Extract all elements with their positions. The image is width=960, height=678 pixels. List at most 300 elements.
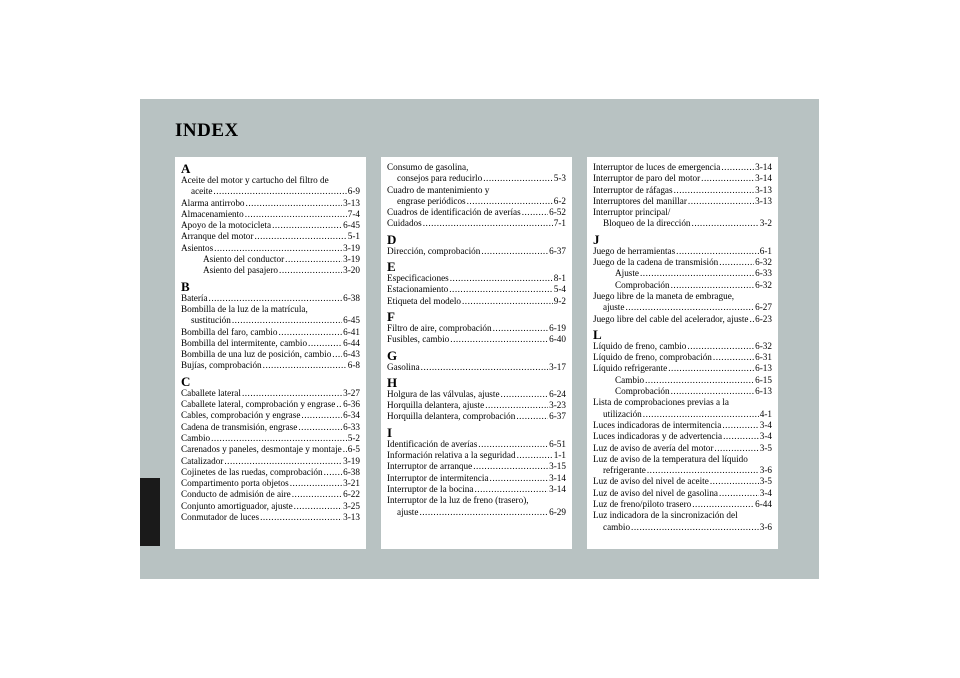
entry-text: Carenados y paneles, desmontaje y montaje <box>181 444 342 455</box>
entry-text: Interruptores del manillar <box>593 195 687 206</box>
entry-text: Ajuste <box>615 268 639 279</box>
entry-text: Alarma antirrobo <box>181 197 245 208</box>
index-entry <box>387 362 566 373</box>
entry-page-number: 3-19 <box>343 254 360 265</box>
entry-text: Cuidados <box>387 218 422 229</box>
dot-leader <box>308 338 342 349</box>
index-entry <box>593 268 772 279</box>
dot-leader <box>701 173 754 184</box>
entry-text: Líquido de freno, comprobación <box>593 352 712 363</box>
index-entry <box>593 280 772 291</box>
entry-text: Etiqueta del modelo <box>387 295 461 306</box>
index-entry <box>387 484 566 495</box>
entry-text: Bloqueo de la dirección <box>603 218 691 229</box>
dot-leader <box>710 476 759 487</box>
entry-text: sustitución <box>191 315 231 326</box>
index-entry <box>181 388 360 399</box>
section-letter: E <box>387 259 396 275</box>
index-entry <box>593 363 772 374</box>
entry-page-number: 6-44 <box>755 499 772 510</box>
dot-leader <box>640 268 754 279</box>
dot-leader <box>522 207 548 218</box>
index-entry <box>593 341 772 352</box>
dot-leader <box>294 501 343 512</box>
index-entry <box>387 284 566 295</box>
index-entry-heading: Aceite del motor y cartucho del filtro de <box>181 175 329 185</box>
index-entry <box>593 246 772 257</box>
index-entry <box>593 499 772 510</box>
entry-page-number: 3-14 <box>549 472 566 483</box>
entry-page-number: 6-45 <box>343 220 360 231</box>
dot-leader <box>462 296 553 307</box>
index-entry <box>593 420 772 431</box>
entry-text: aceite <box>191 186 213 197</box>
dot-leader <box>645 375 754 386</box>
section-letter: G <box>387 347 398 363</box>
dot-leader <box>647 465 759 476</box>
entry-page-number: 3-14 <box>549 483 566 494</box>
entry-page-number: 3-20 <box>343 265 360 276</box>
entry-page-number: 5-3 <box>553 173 566 184</box>
entry-page-number: 5-2 <box>347 432 360 443</box>
entry-text: refrigerante <box>603 465 646 476</box>
entry-page-number: 6-1 <box>759 245 772 256</box>
dot-leader <box>292 489 342 500</box>
entry-text: Líquido de freno, cambio <box>593 340 687 351</box>
index-entry <box>593 302 772 313</box>
index-entry <box>181 254 360 265</box>
entry-page-number: 6-8 <box>347 360 360 371</box>
entry-text: Bombilla del faro, cambio <box>181 326 278 337</box>
index-entry <box>593 218 772 229</box>
entry-text: Estacionamiento <box>387 284 449 295</box>
entry-text: Cojinetes de las ruedas, comprobación <box>181 466 323 477</box>
index-entry <box>181 231 360 242</box>
section-letter: C <box>181 373 191 389</box>
entry-page-number: 6-13 <box>755 386 772 397</box>
dot-leader <box>450 273 553 284</box>
entry-page-number: 1-1 <box>553 450 566 461</box>
entry-page-number: 5-1 <box>347 231 360 242</box>
entry-page-number: 6-2 <box>553 195 566 206</box>
entry-text: Interruptor de ráfagas <box>593 184 673 195</box>
index-entry <box>593 522 772 533</box>
entry-text: ajuste <box>603 302 625 313</box>
entry-text: Bombilla de una luz de posición, cambio <box>181 349 332 360</box>
index-entry-heading: Luz indicadora de la sincronización del <box>593 510 738 521</box>
dot-leader <box>290 478 342 489</box>
dot-leader <box>714 443 758 454</box>
entry-page-number: 3-21 <box>343 478 360 489</box>
dot-leader <box>721 162 754 173</box>
entry-page-number: 3-6 <box>759 521 772 532</box>
index-entry <box>181 501 360 512</box>
index-entry <box>387 389 566 400</box>
entry-page-number: 6-24 <box>549 388 566 399</box>
index-entry <box>593 185 772 196</box>
dot-leader <box>713 352 754 363</box>
dot-leader <box>501 389 549 400</box>
entry-page-number: 7-1 <box>553 218 566 229</box>
dot-leader <box>493 323 549 334</box>
entry-page-number: 6-9 <box>347 186 360 197</box>
entry-page-number: 6-32 <box>755 340 772 351</box>
entry-page-number: 6-40 <box>549 334 566 345</box>
dot-leader <box>483 173 553 184</box>
entry-page-number: 6-22 <box>343 489 360 500</box>
index-entry <box>593 409 772 420</box>
index-entry <box>593 173 772 184</box>
entry-text: Horquilla delantera, comprobación <box>387 411 516 422</box>
index-entry <box>181 433 360 444</box>
entry-text: Luces indicadoras de intermitencia <box>593 419 722 430</box>
dot-leader <box>224 456 342 467</box>
index-entry <box>181 293 360 304</box>
index-entry-heading: Juego libre de la maneta de embrague, <box>593 290 735 301</box>
dot-leader <box>214 243 342 254</box>
dot-leader <box>450 334 548 345</box>
entry-page-number: 6-37 <box>549 245 566 256</box>
dot-leader <box>478 439 548 450</box>
index-entry <box>181 209 360 220</box>
dot-leader <box>671 386 755 397</box>
index-entry <box>387 246 566 257</box>
dot-leader <box>481 246 548 257</box>
entry-page-number: 6-45 <box>343 315 360 326</box>
entry-page-number: 6-34 <box>343 410 360 421</box>
entry-text: Fusibles, cambio <box>387 334 450 345</box>
entry-text: Horquilla delantera, ajuste <box>387 400 485 411</box>
dot-leader <box>719 488 759 499</box>
dot-leader <box>473 461 548 472</box>
dot-leader <box>213 186 346 197</box>
entry-text: Líquido refrigerante <box>593 363 668 374</box>
entry-page-number: 3-13 <box>755 184 772 195</box>
entry-page-number: 6-38 <box>343 292 360 303</box>
entry-page-number: 3-27 <box>343 387 360 398</box>
entry-page-number: 4-1 <box>759 408 772 419</box>
section-letter: F <box>387 308 395 324</box>
dot-leader <box>467 196 553 207</box>
entry-page-number: 6-32 <box>755 279 772 290</box>
entry-text: Cables, comprobación y engrase <box>181 410 301 421</box>
entry-page-number: 5-4 <box>553 284 566 295</box>
dot-leader <box>722 420 758 431</box>
dot-leader <box>423 218 553 229</box>
dot-leader <box>449 284 553 295</box>
index-entry <box>593 431 772 442</box>
entry-page-number: 3-14 <box>755 173 772 184</box>
index-entry <box>387 400 566 411</box>
entry-text: Almacenamiento <box>181 208 244 219</box>
entry-page-number: 6-15 <box>755 374 772 385</box>
entry-page-number: 6-13 <box>755 363 772 374</box>
entry-page-number: 3-6 <box>759 465 772 476</box>
dot-leader <box>643 409 759 420</box>
index-entry <box>181 410 360 421</box>
index-entry <box>593 162 772 173</box>
index-entry <box>181 399 360 410</box>
entry-text: Luz de freno/piloto trasero <box>593 499 692 510</box>
entry-page-number: 3-23 <box>549 400 566 411</box>
section-letter: L <box>593 326 602 342</box>
entry-text: Cambio <box>181 432 211 443</box>
entry-page-number: 7-4 <box>347 208 360 219</box>
entry-page-number: 6-19 <box>549 322 566 333</box>
entry-page-number: 3-4 <box>759 487 772 498</box>
entry-text: Interruptor de arranque <box>387 461 473 472</box>
entry-page-number: 6-32 <box>755 257 772 268</box>
entry-text: Cuadros de identificación de averías <box>387 207 521 218</box>
dot-leader <box>209 293 343 304</box>
index-entry <box>387 196 566 207</box>
index-entry-heading: Bombilla de la luz de la matrícula, <box>181 303 308 314</box>
index-entry-heading: Cuadro de mantenimiento y <box>387 184 490 195</box>
entry-page-number: 6-33 <box>343 421 360 432</box>
dot-leader <box>272 220 342 231</box>
entry-page-number: 9-2 <box>553 295 566 306</box>
index-column-2 <box>381 157 572 549</box>
entry-text: Interruptor de la bocina <box>387 483 474 494</box>
dot-leader <box>674 185 755 196</box>
index-entry <box>387 473 566 484</box>
entry-page-number: 3-19 <box>343 242 360 253</box>
entry-text: Conducto de admisión de aire <box>181 489 291 500</box>
index-entry-heading: Interruptor principal/ <box>593 207 671 218</box>
entry-page-number: 6-44 <box>343 337 360 348</box>
entry-page-number: 6-52 <box>549 207 566 218</box>
dot-leader <box>625 302 754 313</box>
index-entry <box>387 411 566 422</box>
entry-text: Luces indicadoras y de advertencia <box>593 431 723 442</box>
index-entry-heading: Lista de comprobaciones previas a la <box>593 397 729 408</box>
section-letter: I <box>387 424 393 440</box>
entry-page-number: 3-17 <box>549 361 566 372</box>
entry-page-number: 3-5 <box>759 442 772 453</box>
index-entry <box>593 443 772 454</box>
index-entry <box>387 439 566 450</box>
entry-text: Holgura de las válvulas, ajuste <box>387 388 500 399</box>
page-title: INDEX <box>175 120 239 141</box>
index-entry <box>387 207 566 218</box>
entry-text: Juego libre del cable del acelerador, ajuste <box>593 313 749 324</box>
index-entry <box>181 327 360 338</box>
dot-leader <box>688 196 754 207</box>
entry-text: Asientos <box>181 242 214 253</box>
dot-leader <box>692 499 754 510</box>
dot-leader <box>421 362 548 373</box>
entry-page-number: 3-13 <box>343 512 360 523</box>
index-entry <box>181 315 360 326</box>
index-entry <box>181 243 360 254</box>
entry-text: Catalizador <box>181 455 224 466</box>
index-entry <box>387 450 566 461</box>
entry-page-number: 6-5 <box>347 444 360 455</box>
entry-page-number: 3-19 <box>343 455 360 466</box>
index-entry-heading: Luz de aviso de la temperatura del líquido <box>593 453 748 464</box>
entry-text: Filtro de aire, comprobación <box>387 322 492 333</box>
entry-text: Apoyo de la motocicleta <box>181 220 272 231</box>
section-letter: B <box>181 278 190 294</box>
index-entry-heading: Interruptor de la luz de freno (trasero), <box>387 495 529 506</box>
entry-text: consejos para reducirlo <box>397 173 483 184</box>
entry-text: Cambio <box>615 374 645 385</box>
entry-page-number: 3-4 <box>759 431 772 442</box>
entry-text: Asiento del conductor <box>203 254 285 265</box>
index-entry <box>593 314 772 325</box>
dot-leader <box>336 399 342 410</box>
chapter-tab-marker <box>140 478 160 546</box>
dot-leader <box>517 450 553 461</box>
section-letter: J <box>593 231 600 247</box>
dot-leader <box>260 512 342 523</box>
entry-text: Caballete lateral <box>181 387 241 398</box>
entry-text: Arranque del motor <box>181 231 254 242</box>
entry-text: Interruptor de intermitencia <box>387 472 489 483</box>
index-entry <box>387 296 566 307</box>
dot-leader <box>279 265 342 276</box>
index-entry <box>593 488 772 499</box>
entry-page-number: 6-27 <box>755 302 772 313</box>
entry-text: engrase periódicos <box>397 195 466 206</box>
dot-leader <box>668 363 754 374</box>
entry-text: utilización <box>603 408 642 419</box>
entry-text: Bujías, comprobación <box>181 360 262 371</box>
index-entry <box>387 507 566 518</box>
dot-leader <box>343 444 347 455</box>
entry-text: ajuste <box>397 506 419 517</box>
index-entry <box>387 218 566 229</box>
entry-text: Caballete lateral, comprobación y engrase <box>181 399 336 410</box>
index-entry <box>181 360 360 371</box>
entry-text: cambio <box>603 521 631 532</box>
dot-leader <box>490 473 549 484</box>
entry-page-number: 6-36 <box>343 399 360 410</box>
entry-text: Interruptor de luces de emergencia <box>593 162 721 172</box>
entry-text: Identificación de averías <box>387 438 478 449</box>
section-letter: H <box>387 374 398 390</box>
index-entry <box>181 422 360 433</box>
dot-leader <box>723 431 759 442</box>
dot-leader <box>246 198 343 209</box>
entry-page-number: 6-51 <box>549 438 566 449</box>
entry-page-number: 3-15 <box>549 461 566 472</box>
entry-page-number: 3-4 <box>759 419 772 430</box>
index-entry <box>181 349 360 360</box>
entry-page-number: 6-31 <box>755 352 772 363</box>
entry-page-number: 6-38 <box>343 466 360 477</box>
entry-page-number: 3-2 <box>759 218 772 229</box>
dot-leader <box>750 314 755 325</box>
entry-text: Especificaciones <box>387 273 449 284</box>
entry-page-number: 6-41 <box>343 326 360 337</box>
entry-text: Interruptor de paro del motor <box>593 173 701 184</box>
index-entry <box>593 375 772 386</box>
dot-leader <box>263 360 347 371</box>
entry-text: Bombilla del intermitente, cambio <box>181 337 308 348</box>
dot-leader <box>719 257 754 268</box>
entry-text: Luz de aviso del nivel de gasolina <box>593 487 719 498</box>
entry-text: Comprobación <box>615 279 670 290</box>
index-entry <box>593 196 772 207</box>
entry-text: Luz de aviso de avería del motor <box>593 442 714 453</box>
entry-text: Comprobación <box>615 386 670 397</box>
index-entry <box>181 456 360 467</box>
entry-page-number: 6-43 <box>343 349 360 360</box>
entry-text: Información relativa a la seguridad <box>387 450 516 461</box>
index-entry <box>181 478 360 489</box>
entry-page-number: 6-29 <box>549 506 566 517</box>
entry-text: Luz de aviso del nivel de aceite <box>593 476 709 487</box>
index-entry <box>387 461 566 472</box>
entry-page-number: 3-13 <box>755 195 772 206</box>
dot-leader <box>474 484 548 495</box>
index-entry <box>387 273 566 284</box>
entry-page-number: 3-14 <box>755 162 772 172</box>
index-entry <box>181 467 360 478</box>
dot-leader <box>232 315 342 326</box>
dot-leader <box>692 218 759 229</box>
entry-text: Cadena de transmisión, engrase <box>181 421 298 432</box>
dot-leader <box>278 327 342 338</box>
entry-page-number: 3-25 <box>343 500 360 511</box>
entry-text: Conjunto amortiguador, ajuste <box>181 500 293 511</box>
entry-text: Compartimento porta objetos <box>181 478 289 489</box>
entry-text: Dirección, comprobación <box>387 245 481 256</box>
index-entry <box>181 198 360 209</box>
dot-leader <box>671 280 755 291</box>
index-entry <box>181 512 360 523</box>
dot-leader <box>676 246 759 257</box>
dot-leader <box>485 400 548 411</box>
dot-leader <box>254 231 346 242</box>
index-entry <box>181 489 360 500</box>
index-entry <box>593 476 772 487</box>
index-entry <box>593 257 772 268</box>
dot-leader <box>245 209 347 220</box>
index-entry <box>181 338 360 349</box>
index-entry <box>181 265 360 276</box>
index-entry-heading: Consumo de gasolina, <box>387 162 469 172</box>
dot-leader <box>285 254 342 265</box>
entry-text: Juego de la cadena de transmisión <box>593 257 719 268</box>
entry-page-number: 6-23 <box>755 313 772 324</box>
entry-page-number: 6-37 <box>549 411 566 422</box>
index-column-1 <box>175 157 366 549</box>
dot-leader <box>687 341 754 352</box>
entry-text: Batería <box>181 292 208 303</box>
section-letter: A <box>181 161 191 176</box>
dot-leader <box>324 467 343 478</box>
entry-page-number: 3-13 <box>343 197 360 208</box>
dot-leader <box>516 411 548 422</box>
index-entry <box>181 220 360 231</box>
entry-text: Asiento del pasajero <box>203 265 279 276</box>
index-column-3 <box>587 157 778 549</box>
index-entry <box>387 323 566 334</box>
dot-leader <box>631 522 759 533</box>
index-entry <box>181 444 360 455</box>
dot-leader <box>301 410 342 421</box>
index-entry <box>593 465 772 476</box>
dot-leader <box>242 388 342 399</box>
index-entry <box>181 186 360 197</box>
dot-leader <box>332 349 342 360</box>
entry-page-number: 6-33 <box>755 268 772 279</box>
dot-leader <box>298 422 342 433</box>
dot-leader <box>419 507 548 518</box>
index-entry <box>593 352 772 363</box>
